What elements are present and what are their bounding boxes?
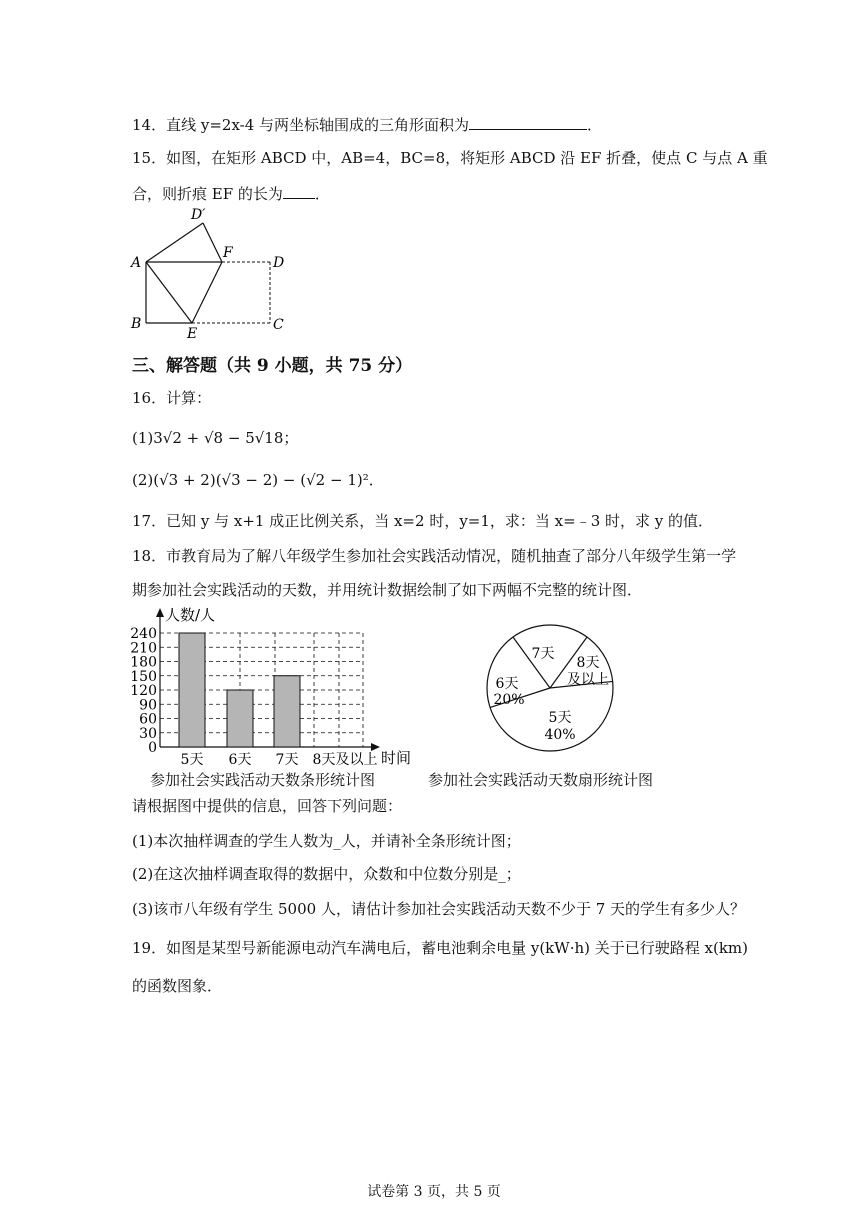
section-heading: 三、解答题（共 9 小题，共 75 分） <box>132 356 413 376</box>
slice-label-8-days-line2: 及以上 <box>567 672 609 688</box>
y-tick-label: 240 <box>130 626 157 642</box>
slice-percent-5-days: 40% <box>544 727 576 743</box>
bar-1 <box>179 633 205 747</box>
category-label: 7天 <box>275 752 299 768</box>
answer-blank[interactable] <box>469 114 587 130</box>
y-tick-label: 90 <box>139 697 157 714</box>
segment-ef <box>192 262 222 323</box>
x-axis-label: 时间 <box>381 749 412 767</box>
question-16-part2: (2)(√3 + 2)(√3 − 2) − (√2 − 1)²． <box>132 471 384 489</box>
question-15-line1: 15．如图，在矩形 ABCD 中，AB=4，BC=8，将矩形 ABCD 沿 EF 折叠，使点 C 与点 A 重 <box>132 149 768 167</box>
y-tick-label: 210 <box>130 640 157 657</box>
label-c: C <box>273 317 284 333</box>
y-tick-label: 150 <box>130 668 157 685</box>
bar-2 <box>227 690 253 747</box>
label-d: D <box>273 255 285 271</box>
question-18-prompt: 请根据图中提供的信息，回答下列问题： <box>132 797 403 815</box>
y-tick-label: 120 <box>130 683 157 699</box>
category-label: 8天及以上 <box>312 752 378 768</box>
bar-chart <box>125 603 425 773</box>
slice-label-6-days: 6天 <box>495 676 519 692</box>
label-b: B <box>131 316 142 332</box>
question-14-text: 14．直线 y=2x-4 与两坐标轴围成的三角形面积为 <box>132 116 470 134</box>
pie-chart <box>480 615 620 760</box>
question-15-line2 <box>132 183 330 204</box>
page-footer: 试卷第 3 页，共 5 页 <box>367 1184 501 1200</box>
slice-label-8-days-line1: 8天 <box>576 655 600 671</box>
rectangle-fold-figure <box>125 205 295 340</box>
question-18-line2: 期参加社会实践活动的天数，并用统计数据绘制了如下两幅不完整的统计图． <box>132 581 643 599</box>
segment-d-prime-f <box>203 223 222 262</box>
bar-3 <box>274 676 300 747</box>
answer-blank[interactable] <box>283 183 315 199</box>
y-axis-label: 人数/人 <box>165 606 216 624</box>
question-18-line1: 18．市教育局为了解八年级学生参加社会实践活动情况，随机抽查了部分八年级学生第一学 <box>132 547 737 565</box>
y-tick-label: 180 <box>130 654 157 671</box>
question-19-line2: 的函数图象． <box>132 977 223 995</box>
label-d-prime: D′ <box>191 207 206 223</box>
y-axis-arrow <box>156 608 164 617</box>
y-tick-label: 60 <box>139 711 157 728</box>
segment-ae <box>146 262 192 323</box>
question-14-end: ． <box>587 116 603 134</box>
y-tick-label: 30 <box>139 725 157 742</box>
y-tick-label: 0 <box>148 740 157 756</box>
question-18-sub1: (1)本次抽样调查的学生人数为_人，并请补全条形统计图； <box>132 832 521 850</box>
question-16-title: 16．计算： <box>132 389 212 407</box>
slice-label-7-days: 7天 <box>531 646 555 662</box>
label-a: A <box>131 255 142 271</box>
label-f: F <box>223 245 233 261</box>
question-15-end: ． <box>314 185 330 203</box>
category-label: 6天 <box>228 752 252 768</box>
question-16-part1: (1)3√2 + √8 − 5√18； <box>132 429 299 447</box>
question-15-text: 合，则折痕 EF 的长为 <box>132 185 283 203</box>
question-14 <box>132 114 602 135</box>
question-19-line1: 19．如图是某型号新能源电动汽车满电后，蓄电池剩余电量 y(kW·h) 关于已行驶路程 x(km) <box>132 939 748 957</box>
segment-ad-prime <box>146 223 203 262</box>
category-label: 5天 <box>180 752 204 768</box>
slice-percent-6-days: 20% <box>493 692 525 708</box>
question-18-sub3: (3)该市八年级有学生 5000 人，请估计参加社会实践活动天数不少于 7 天的学生有多少人？ <box>132 900 746 918</box>
slice-label-5-days: 5天 <box>548 710 572 726</box>
label-e: E <box>187 326 198 340</box>
pie-chart-caption: 参加社会实践活动天数扇形统计图 <box>428 771 654 789</box>
bar-chart-caption: 参加社会实践活动天数条形统计图 <box>150 771 376 789</box>
x-axis-arrow <box>371 743 380 751</box>
question-18-sub2: (2)在这次抽样调查取得的数据中，众数和中位数分别是_； <box>132 865 521 883</box>
question-17: 17．已知 y 与 x+1 成正比例关系，当 x=2 时，y=1，求：当 x=﹣3 时，求 y 的值． <box>132 512 714 530</box>
